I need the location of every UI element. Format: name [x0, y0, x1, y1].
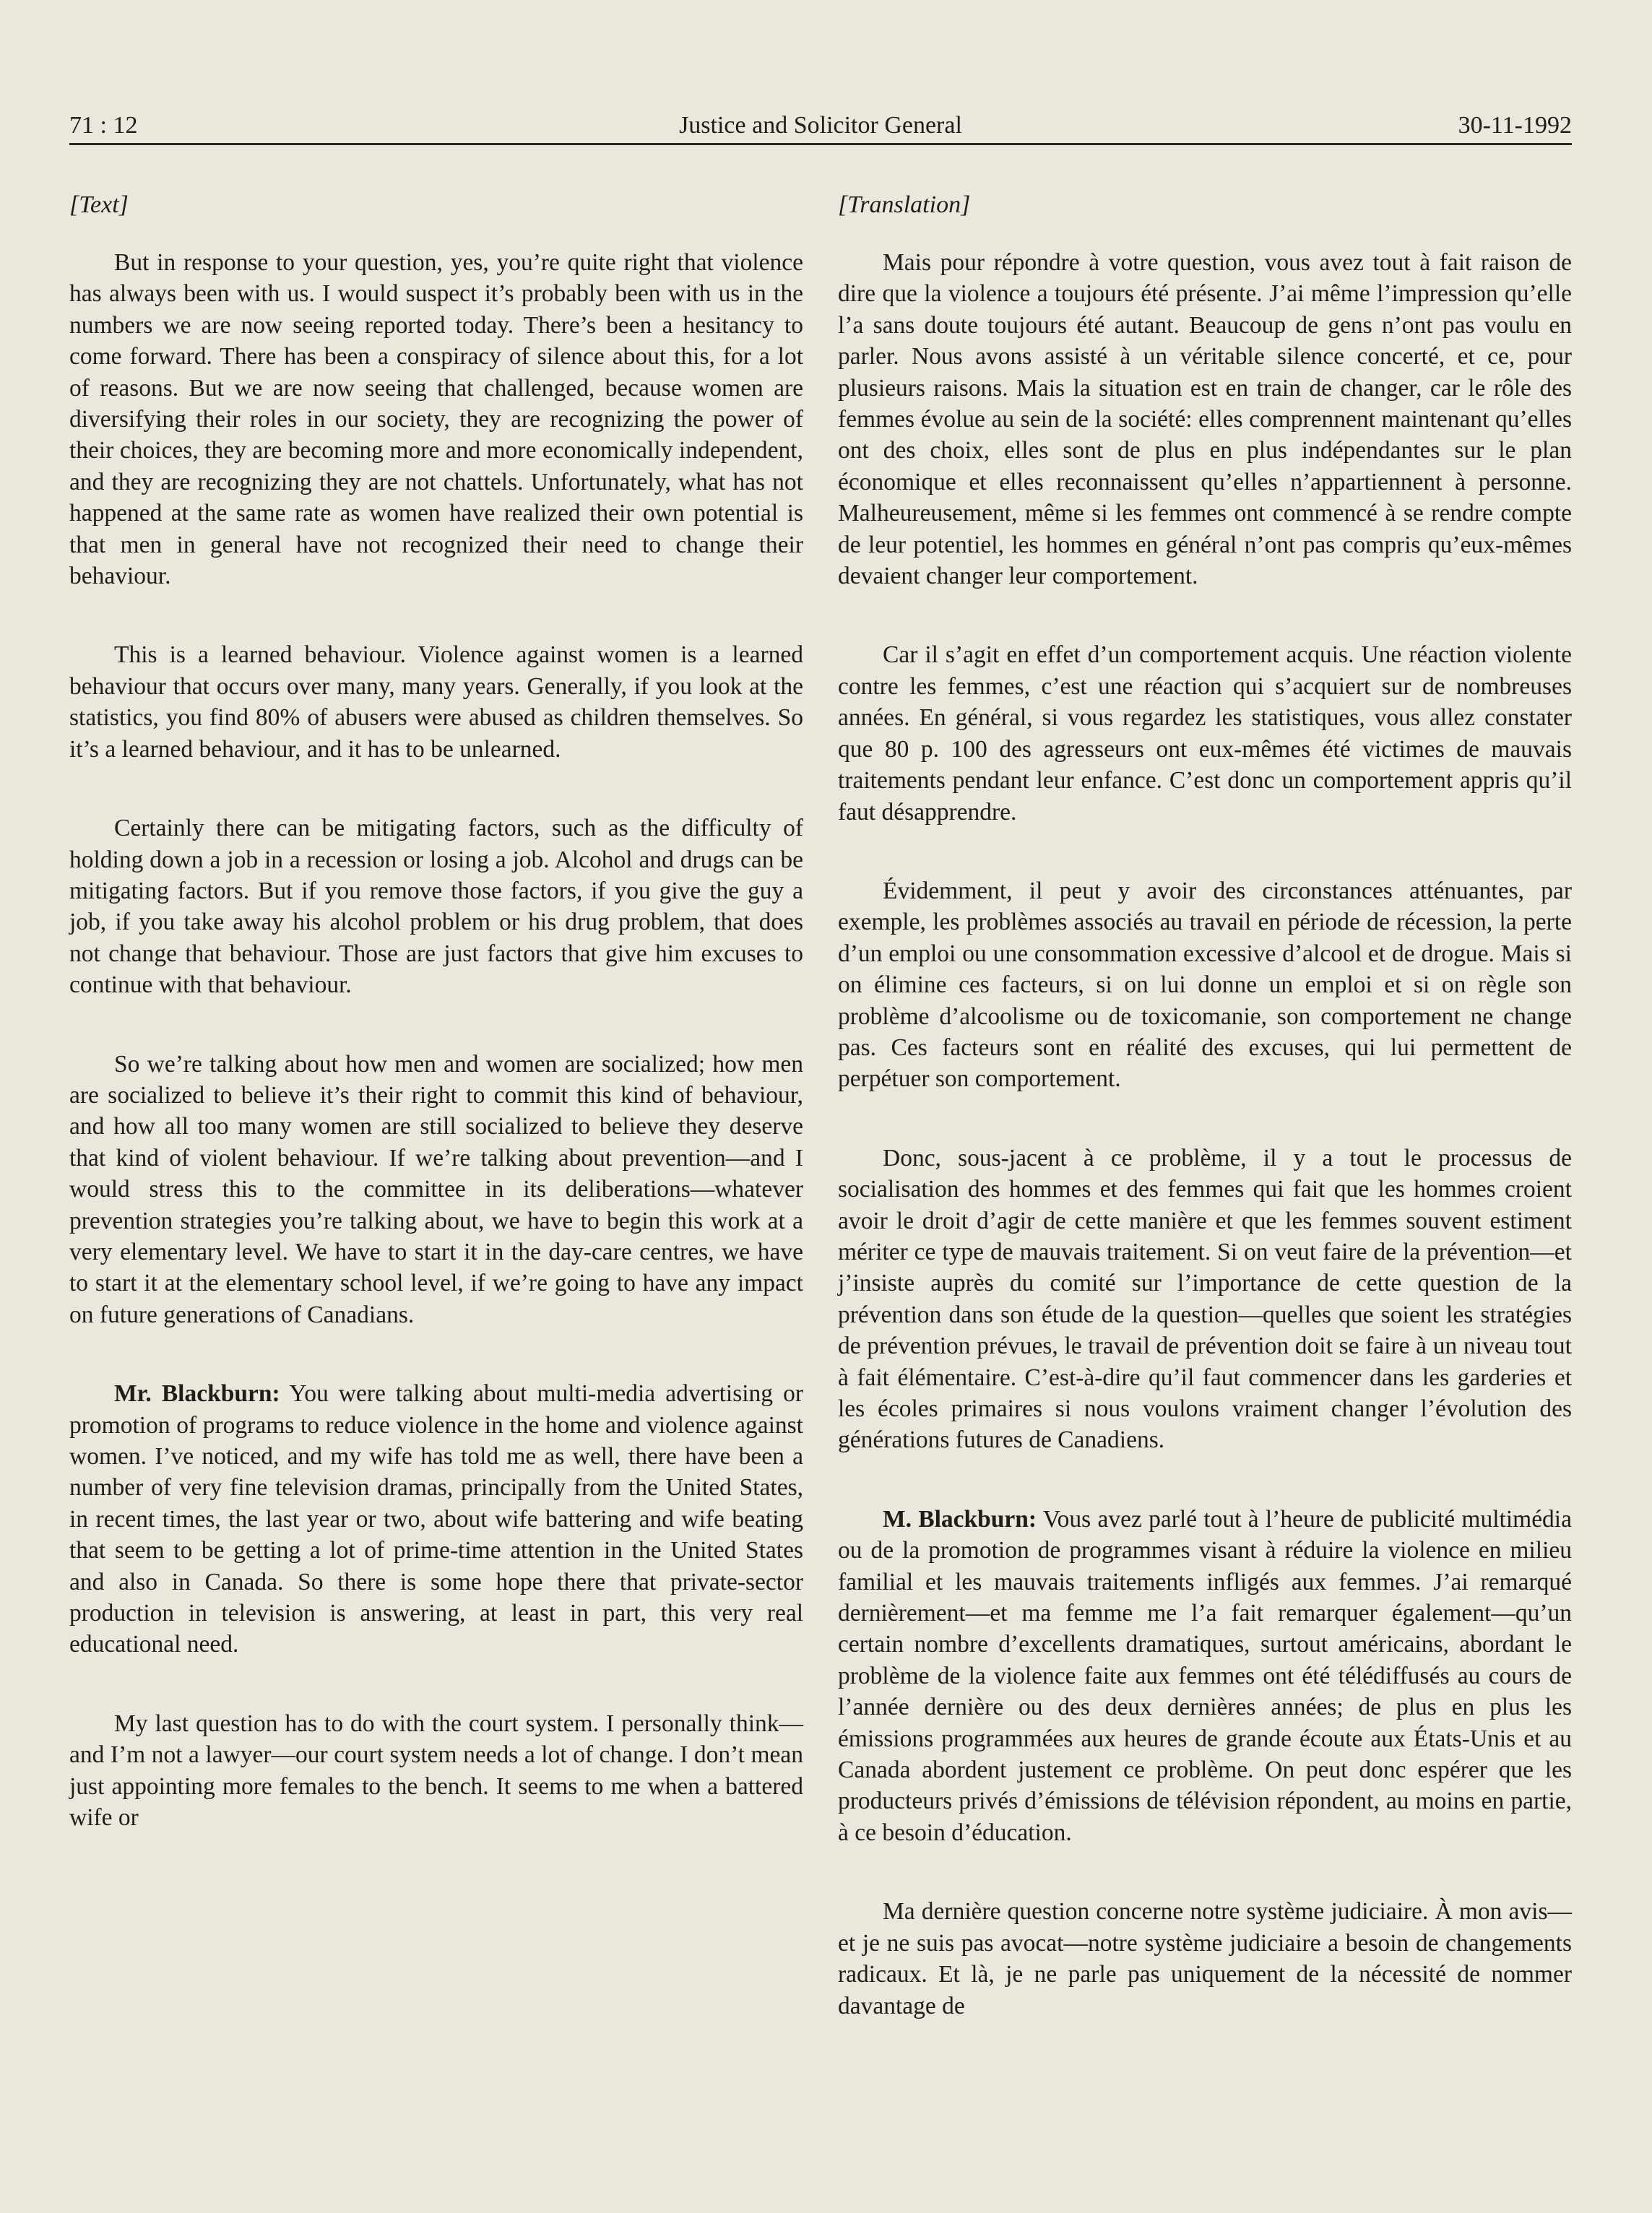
speaker-name: Mr. Blackburn: — [114, 1380, 280, 1408]
paragraph: This is a learned behaviour. Violence against women is a learned behaviour that occurs over many, many years. Generally, if you look at the statistics, you find 80% of abusers were abused as children themselves. So it’s a learned behaviour, and it has to be unlearned. — [69, 641, 803, 763]
paragraph: Ma dernière question concerne notre système judiciaire. À mon avis—et je ne suis pas avocat—notre système judiciaire a besoin de changements radicaux. Et là, je ne parle pas uniquement de la nécessité de nommer davantage de — [838, 1898, 1572, 2019]
paragraph: Évidemment, il peut y avoir des circonstances atténuantes, par exemple, les problèmes associés au travail en période de récession, la perte d’un emploi ou une consommation excessive d’alcool et de drogue. Mais si on élimine ces facteurs, si on lui donne un emploi et si on règle son problème d’alcoolisme ou de toxicomanie, son comportement ne change pas. Ces facteurs sont en réalité des excuses, qui lui permettent de perpétuer son comportement. — [838, 877, 1572, 1093]
speech-text: Vous avez parlé tout à l’heure de publicité multimédia ou de la promotion de programmes visant à réduire la violence en milieu familial et les mauvais traitements infligés aux femmes. J’ai remarqué dernièrement—et ma femme me l’a fait remarquer également—qu’un certain nombre d’excellents dramatiques, surtout américains, abordant le problème de la violence faite aux femmes ont été télédiffusés au cours de l’année dernière ou des deux dernières années; de plus en plus les émissions programmées aux heures de grande écoute aux États-Unis et au Canada abordent justement ce problème. On peut donc espérer que les producteurs privés d’émissions de télévision répondent, au moins en partie, à ce besoin d’éducation. — [838, 1505, 1572, 1846]
speech-paragraph — [69, 1378, 803, 1660]
speech-text: You were talking about multi-media advertising or promotion of programs to reduce violence in the home and violence against women. I’ve noticed, and my wife has told me as well, there have been a number of very fine television dramas, principally from the United States, in recent times, the last year or two, about wife battering and wife beating that seem to be getting a lot of prime-time attention in the United States and also in Canada. So there is some hope there that private-sector production in television is answering, at least in part, this very real educational need. — [69, 1380, 803, 1658]
paragraph: My last question has to do with the court system. I personally think—and I’m not a lawyer—our court system needs a lot of change. I don’t mean just appointing more females to the bench. It seems to me when a battered wife or — [69, 1710, 803, 1832]
document-title: Justice and Solicitor General — [679, 112, 962, 139]
paragraph: But in response to your question, yes, you’re quite right that violence has always been with us. I would suspect it’s probably been with us in the numbers we are now seeing reported today. There’s been a hesitancy to come forward. There has been a conspiracy of silence about this, for a lot of reasons. But we are now seeing that challenged, because women are diversifying their roles in our society, they are recognizing the power of their choices, they are becoming more and more economically independent, and they are recognizing they are not chattels. Unfortunately, what has not happened at the same rate as women have realized their own potential is that men in general have not recognized their need to change their behaviour. — [69, 249, 803, 590]
french-column — [838, 189, 1572, 2069]
document-date: 30-11-1992 — [1458, 112, 1572, 139]
paragraph: Car il s’agit en effet d’un comportement acquis. Une réaction violente contre les femmes, c’est une réaction qui s’acquiert sur de nombreuses années. En général, si vous regardez les statistiques, vous allez constater que 80 p. 100 des agresseurs ont eux-mêmes été victimes de mauvais traitements pendant leur enfance. C’est donc un comportement appris qu’il faut désapprendre. — [838, 641, 1572, 826]
page-header — [69, 108, 1572, 143]
speech-paragraph — [838, 1504, 1572, 1848]
paragraph: Donc, sous-jacent à ce problème, il y a tout le processus de socialisation des hommes et des femmes qui fait que les hommes croient avoir le droit d’agir de cette manière et que les femmes souvent estiment mériter ce type de mauvais traitement. Si on veut faire de la prévention—et j’insiste auprès du comité sur l’importance de cette question de la prévention dans son étude de la question—quelles que soient les stratégies de prévention prévues, le travail de prévention doit se faire à un niveau tout à fait élémentaire. C’est-à-dire qu’il faut commencer dans les garderies et les écoles primaires si nous voulons vraiment changer l’évolution des générations futures de Canadiens. — [838, 1144, 1572, 1454]
paragraph: Certainly there can be mitigating factors, such as the difficulty of holding down a job in a recession or losing a job. Alcohol and drugs can be mitigating factors. But if you remove those factors, if you give the guy a job, if you take away his alcohol problem or his drug problem, that does not change that behaviour. Those are just factors that give him excuses to continue with that behaviour. — [69, 815, 803, 999]
paragraph: So we’re talking about how men and women are socialized; how men are socialized to believe it’s their right to commit this kind of behaviour, and how all too many women are still socialized to believe they deserve that kind of violent behaviour. If we’re talking about prevention—and I would stress this to the committee in its deliberations—whatever prevention strategies you’re talking about, we have to begin this work at a very elementary level. We have to start it in the day-care centres, we have to start it at the elementary school level, if we’re going to have any impact on future generations of Canadians. — [69, 1050, 803, 1328]
speaker-name: M. Blackburn: — [883, 1505, 1037, 1533]
column-label-text: [Text] — [69, 191, 129, 218]
english-column — [69, 189, 803, 1881]
paragraph: Mais pour répondre à votre question, vous avez tout à fait raison de dire que la violence a toujours été présente. J’ai même l’impression qu’elle l’a sans doute toujours été autant. Beaucoup de gens n’ont pas voulu en parler. Nous avons assisté à un véritable silence concerté, et ce, pour plusieurs raisons. Mais la situation est en train de changer, car le rôle des femmes évolue au sein de la société: elles comprennent maintenant qu’elles ont des choix, elles sont de plus en plus indépendantes sur le plan économique et elles reconnaissent qu’elles n’appartiennent à personne. Malheureusement, même si les femmes ont commencé à se rendre compte de leur potentiel, les hommes en général n’ont pas compris qu’eux-mêmes devaient changer leur comportement. — [838, 249, 1572, 590]
header-rule — [69, 143, 1572, 145]
column-label-translation: [Translation] — [838, 191, 971, 218]
page-number: 71 : 12 — [69, 112, 138, 139]
